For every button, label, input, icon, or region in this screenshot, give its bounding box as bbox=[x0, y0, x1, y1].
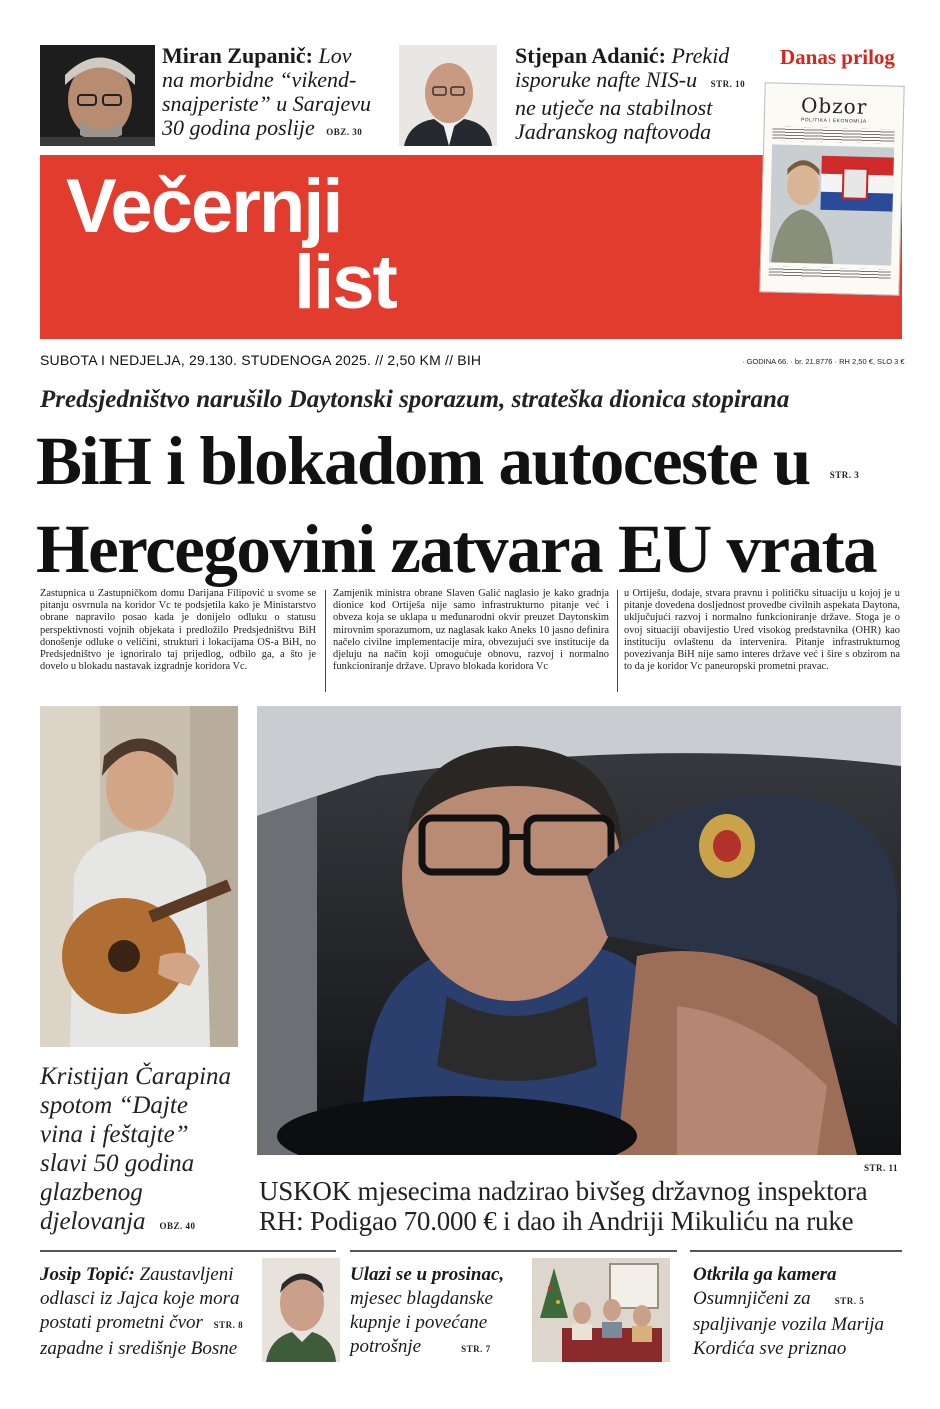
headline-line: RH: Podigao 70.000 € i dao ih Andriji Mikuliću na ruke bbox=[259, 1206, 854, 1236]
headline-line: Hercegovini zatvara EU vrata bbox=[36, 511, 877, 587]
page-reference: STR. 10 bbox=[710, 79, 746, 89]
side-story-caption[interactable] bbox=[40, 1062, 240, 1241]
main-headline[interactable] bbox=[36, 424, 916, 586]
teaser-adanic[interactable] bbox=[515, 44, 755, 144]
supplement-text-lines bbox=[772, 126, 894, 143]
teaser-text: kupnje i povećane bbox=[350, 1312, 488, 1333]
teaser-text: odlasci iz Jajca koje mora bbox=[40, 1288, 240, 1309]
page-reference: STR. 8 bbox=[213, 1320, 244, 1330]
teaser-text: Jadranskog naftovoda bbox=[515, 119, 712, 144]
logo-name-line1: Večernji bbox=[66, 164, 342, 249]
page-reference: OBZ. 30 bbox=[326, 127, 363, 137]
issue-info: · GODINA 66. · br. 21.8776 · RH 2,50 €, SLO 3 € bbox=[742, 357, 905, 366]
supplement-caption-lines bbox=[769, 266, 891, 279]
teaser-text: Kordića sve priznao bbox=[693, 1338, 847, 1359]
portrait-image bbox=[40, 45, 155, 146]
teaser-text: snajperiste” u Sarajevu bbox=[162, 91, 371, 116]
caption-line: glazbenog bbox=[40, 1179, 143, 1206]
illustration-image bbox=[769, 144, 894, 265]
teaser-text: ne utječe na stabilnost bbox=[515, 95, 713, 120]
holiday-photo bbox=[532, 1258, 670, 1362]
teaser-text: Osumnjičeni za bbox=[693, 1288, 811, 1309]
teaser-lead: Ulazi se u prosinac, bbox=[350, 1264, 505, 1285]
page-reference: STR. 5 bbox=[834, 1296, 865, 1306]
teaser-lead: Miran Zupanič: bbox=[162, 43, 313, 68]
main-subheadline: Predsjedništvo narušilo Daytonski sporazum, strateška dionica stopirana bbox=[40, 386, 790, 413]
column-divider bbox=[617, 590, 618, 692]
section-divider bbox=[350, 1250, 677, 1252]
teaser-text: zapadne i središnje Bosne bbox=[40, 1338, 238, 1359]
caption-line: djelovanja bbox=[40, 1208, 146, 1235]
guitarist-image bbox=[40, 706, 238, 1047]
teaser-text: 30 godina poslije bbox=[162, 115, 315, 140]
teaser-lead: Otkrila ga kamera bbox=[693, 1264, 837, 1285]
page-reference: STR. 7 bbox=[461, 1344, 491, 1354]
topic-photo bbox=[262, 1258, 340, 1362]
article-column-3: u Ortiješu, dodaje, stvara pravnu i političku situaciju u kojoj je u pitanje dovedena dosljednost provedbe civilnih aspekata Daytona, uključujući razvoj i normalno funkcioniranje države. Stoga je o ovoj situaciji obavijestio Ured visokog predstavnika (OHR) kao instituciju ovlaštenu da intervenira. Pitanje infrastrukturnog povezivanja BiH nije samo interes države već i šire s obzirom na to da je koridor Vc paneuropski prometni pravac. bbox=[624, 588, 900, 673]
teaser-zupanic[interactable] bbox=[162, 44, 392, 144]
teaser-text: potrošnje bbox=[350, 1336, 422, 1357]
teaser-text: isporuke nafte NIS-u bbox=[515, 67, 698, 92]
dateline: SUBOTA I NEDJELJA, 29.130. STUDENOGA 2025. // 2,50 KM // BIH bbox=[40, 352, 482, 368]
teaser-text: Zaustavljeni bbox=[139, 1264, 234, 1285]
teaser-lead: Josip Topić: bbox=[40, 1264, 135, 1285]
article-column-1: Zastupnica u Zastupničkom domu Darijana Filipović u svome se pitanju osvrnula na koridor Vc te podsjetila kako je Ministarstvo obrane napravilo posao kada je donijelo odluku o statusu perspektivnosti vojnih objekata i predložilo Predsjedništvu BiH donošenje odluke o veličini, strukturi i lokacijama OS-a BiH, no Predsjedništvo je ignoriralo taj prijedlog, odbilo ga, a što je dovelo u blokadu nastavak izgradnje koridora Vc. bbox=[40, 588, 316, 673]
teaser-text: Lov bbox=[318, 43, 352, 68]
guitarist-photo[interactable] bbox=[40, 706, 238, 1047]
teaser-lead: Stjepan Adanić: bbox=[515, 43, 666, 68]
portrait-image bbox=[399, 45, 497, 146]
supplement-illustration bbox=[769, 144, 894, 265]
headline-line: USKOK mjesecima nadzirao bivšeg državnog inspektora bbox=[259, 1176, 868, 1206]
arrest-image bbox=[257, 706, 901, 1155]
holiday-image bbox=[532, 1258, 670, 1362]
section-divider bbox=[40, 1250, 336, 1252]
teaser-text: Prekid bbox=[671, 43, 730, 68]
column-divider bbox=[325, 590, 326, 692]
headline-line: BiH i blokadom autoceste u bbox=[36, 423, 810, 499]
teaser-text: postati prometni čvor bbox=[40, 1312, 203, 1333]
page-reference: OBZ. 40 bbox=[159, 1221, 196, 1231]
teaser-photo-zupanic bbox=[40, 45, 155, 146]
bottom-teaser-camera[interactable] bbox=[693, 1263, 908, 1361]
caption-line: vina i feštajte” bbox=[40, 1121, 189, 1148]
supplement-subtitle: POLITIKA I EKONOMIJA bbox=[800, 117, 867, 125]
supplement-title: Obzor bbox=[800, 93, 868, 119]
portrait-image bbox=[262, 1258, 340, 1362]
supplement-cover[interactable] bbox=[759, 82, 904, 296]
teaser-text: mjesec blagdanske bbox=[350, 1288, 493, 1309]
page-reference: STR. 11 bbox=[864, 1163, 899, 1173]
caption-line: spotom “Dajte bbox=[40, 1092, 188, 1119]
bottom-teaser-december[interactable] bbox=[350, 1263, 530, 1361]
teaser-text: na morbidne “vikend- bbox=[162, 67, 357, 92]
photo-story-headline[interactable] bbox=[259, 1176, 904, 1236]
arrest-photo[interactable] bbox=[257, 706, 901, 1155]
page-reference: STR. 3 bbox=[829, 470, 860, 480]
section-divider bbox=[690, 1250, 902, 1252]
supplement-label: Danas prilog bbox=[780, 45, 895, 69]
logo-name-line2: list bbox=[294, 240, 396, 325]
caption-line: slavi 50 godina bbox=[40, 1150, 195, 1177]
teaser-text: spaljivanje vozila Marija bbox=[693, 1314, 885, 1335]
article-column-2: Zamjenik ministra obrane Slaven Galić naglasio je kako gradnja dionice kod Ortiješa nije samo infrastrukturno pitanje već i obveza koja se uklapa u međunarodni okvir preuzet Daytonskim mirovnim sporazumom, uz naglasak kako Aneks 10 jasno definira načelo civilne implementacije mira, obvezujući sve institucije da djeluju na način koji omogućuje obnovu, razvoj i normalno funkcioniranje države. Upravo blokada koridora Vc bbox=[333, 588, 609, 673]
teaser-photo-adanic bbox=[399, 45, 497, 146]
caption-line: Kristijan Čarapina bbox=[40, 1063, 232, 1090]
